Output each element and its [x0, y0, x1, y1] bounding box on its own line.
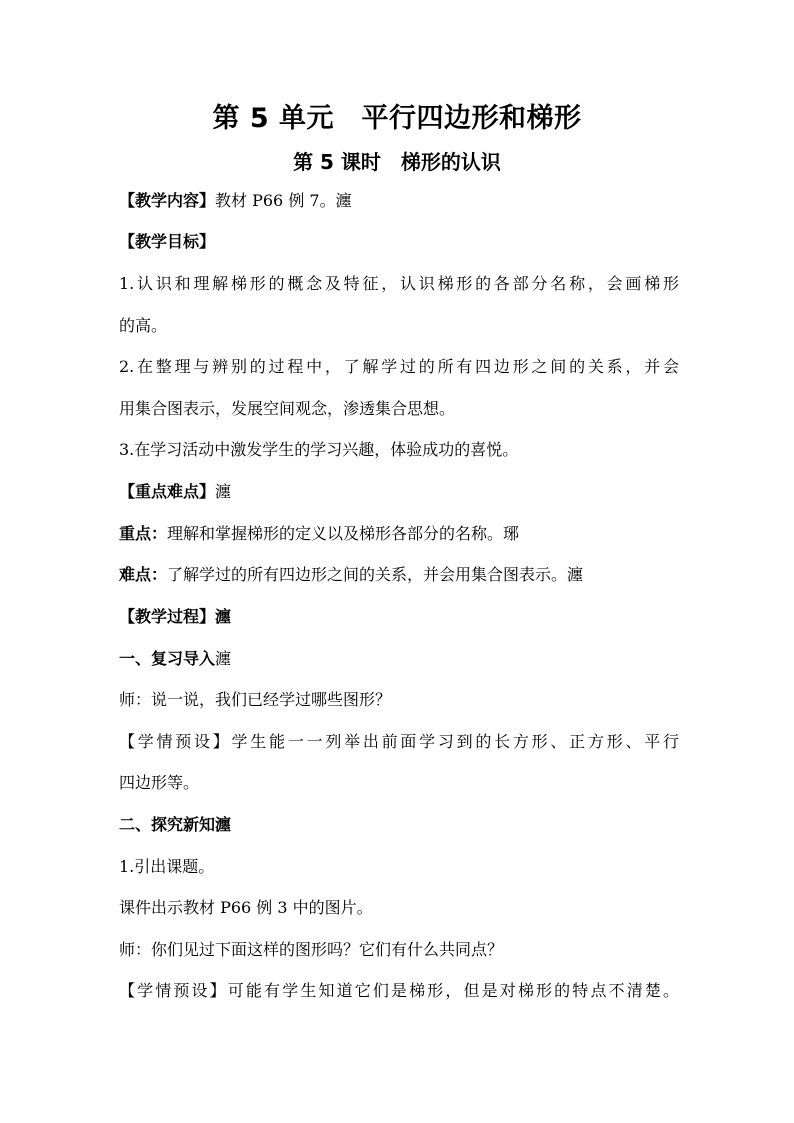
courseware-note: 课件出示教材 P66 例 3 中的图片。 — [119, 898, 373, 917]
objective-1-line-2: 的高。 — [119, 316, 168, 335]
objective-3: 3.在学习活动中激发学生的学习兴趣，体验成功的喜悦。 — [119, 440, 519, 459]
teaching-content-text: 教材 P66 例 7。瀍 — [215, 191, 352, 210]
teaching-content-line — [119, 191, 679, 211]
preset-2-text: 可能有学生知道它们是梯形，但是对梯形的特点不清楚。 — [227, 981, 679, 1000]
section-1-heading — [119, 649, 679, 669]
focus-label: 重点： — [119, 524, 168, 543]
process-heading: 【教学过程】瀍 — [119, 607, 232, 626]
step-1: 1.引出课题。 — [119, 857, 215, 876]
focus-line — [119, 524, 679, 544]
focus-text: 理解和掌握梯形的定义以及梯形各部分的名称。琊 — [167, 524, 520, 543]
section-1-title: 一、复习导入 — [119, 649, 216, 668]
preset-2-label: 【学情预设】 — [119, 981, 228, 1000]
teacher-question-1: 师：说一说，我们已经学过哪些图形？ — [119, 690, 392, 709]
lesson-title: 第 5 课时 梯形的认识 — [293, 150, 501, 174]
difficulty-line — [119, 565, 679, 585]
key-points-label: 【重点难点】 — [119, 482, 216, 501]
preset-2-line — [119, 981, 679, 1001]
objective-1-line-1: 1.认识和理解梯形的概念及特征，认识梯形的各部分名称，会画梯形 — [119, 274, 679, 293]
key-points-heading — [119, 482, 679, 502]
unit-title: 第 5 单元 平行四边形和梯形 — [212, 103, 582, 134]
objective-2-line-2: 用集合图表示，发展空间观念，渗透集合思想。 — [119, 399, 456, 418]
section-2-heading: 二、探究新知瀍 — [119, 815, 232, 834]
teacher-question-2: 师：你们见过下面这样的图形吗？它们有什么共同点？ — [119, 940, 504, 959]
preset-1-line-2: 四边形等。 — [119, 773, 200, 792]
preset-1-label: 【学情预设】 — [119, 732, 232, 751]
key-points-mark: 瀍 — [215, 482, 232, 501]
teaching-content-label: 【教学内容】 — [119, 191, 216, 210]
difficulty-label: 难点： — [119, 565, 168, 584]
preset-1-text: 学生能一一列举出前面学习到的长方形、正方形、平行 — [231, 732, 679, 751]
difficulty-text: 了解学过的所有四边形之间的关系，并会用集合图表示。瀍 — [167, 565, 584, 584]
objective-2-line-1: 2.在整理与辨别的过程中，了解学过的所有四边形之间的关系，并会 — [119, 357, 679, 376]
objectives-heading: 【教学目标】 — [119, 232, 216, 251]
section-1-mark: 瀍 — [215, 649, 232, 668]
preset-1-line-1 — [119, 732, 679, 752]
